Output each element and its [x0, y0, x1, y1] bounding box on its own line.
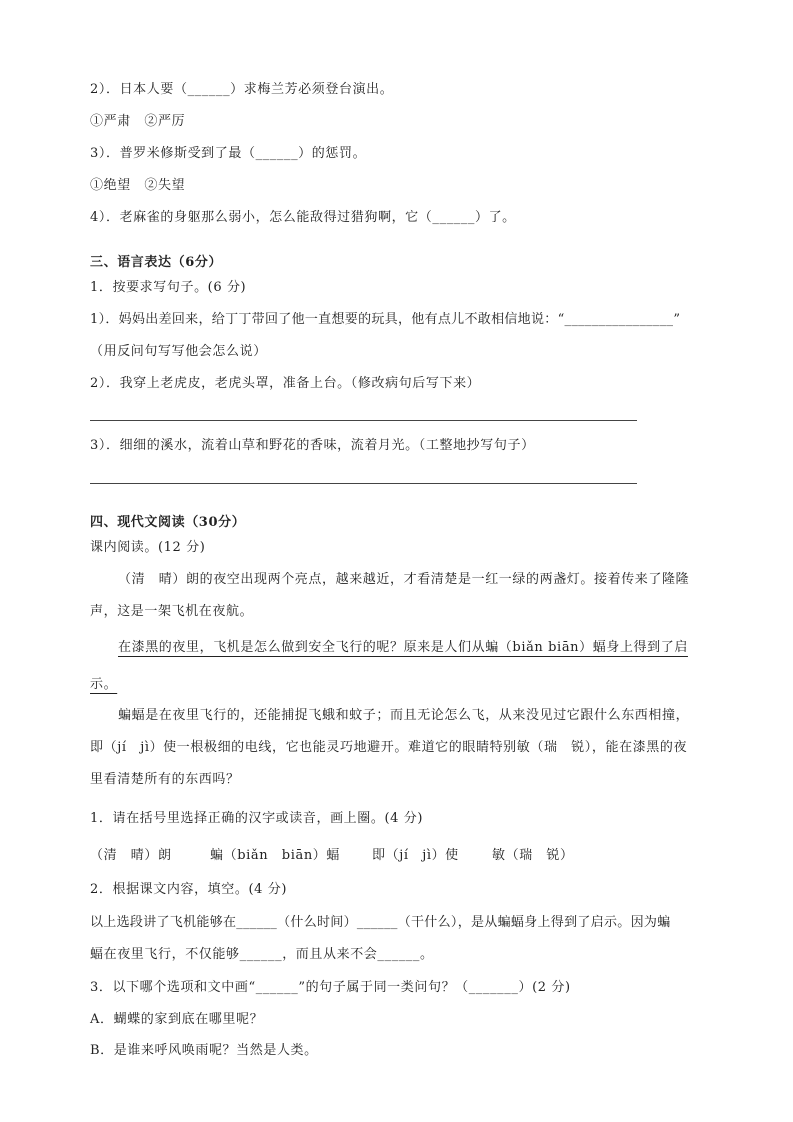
passage-p3-line3: 里看清楚所有的东西吗？	[90, 772, 240, 787]
reading-q1-option: 蝙（biǎn biān）蝠	[210, 848, 341, 863]
reading-q3: 3．以下哪个选项和文中画“______”的句子属于同一类问句？（_______）(2 分)	[90, 980, 571, 995]
question-3: 3）．普罗米修斯受到了最（______）的惩罚。	[90, 146, 367, 161]
answer-line	[90, 420, 637, 421]
section-3-item-1: 1）．妈妈出差回来，给丁丁带回了他一直想要的玩具，他有点儿不敢相信地说：“________________”	[90, 312, 681, 327]
section-3-item-3: 3）．细细的溪水，流着山草和野花的香味，流着月光。（工整地抄写句子）	[90, 438, 535, 453]
question-2-options: ①严肃 ②严厉	[90, 114, 186, 129]
option-a: A．蝴蝶的家到底在哪里呢？	[90, 1012, 264, 1027]
passage-p1-line1: （清 晴）朗的夜空出现两个亮点，越来越近，才看清楚是一红一绿的两盏灯。接着传来了隆隆	[118, 572, 690, 587]
passage-p2-line2-underlined: 示。	[90, 677, 118, 692]
reading-q2-line2: 蝠在夜里飞行，不仅能够______，而且从来不会______。	[90, 947, 434, 962]
question-3-options: ①绝望 ②失望	[90, 178, 186, 193]
question-2: 2）．日本人要（______）求梅兰芳必须登台演出。	[90, 82, 394, 97]
section-3-item-2: 2）．我穿上老虎皮，老虎头罩，准备上台。（修改病句后写下来）	[90, 376, 481, 391]
reading-q2-line1: 以上选段讲了飞机能够在______（什么时间）______（干什么），是从蝙蝠身上得到了启示。因为蝙	[90, 915, 671, 930]
reading-q1-option: 敏（瑞 锐）	[492, 848, 574, 863]
passage-p3-line2: 即（jí jì）使一根极细的电线，它也能灵巧地避开。难道它的眼睛特别敏（瑞 锐），能在漆黑的夜	[90, 740, 688, 755]
section-3-heading: 三、语言表达（6分）	[90, 255, 223, 270]
section-4-heading: 四、现代文阅读（30分）	[90, 515, 246, 530]
section-3-item-1-note: （用反问句写写他会怎么说）	[90, 344, 267, 359]
reading-intro: 课内阅读。(12 分)	[90, 540, 206, 555]
reading-q1-option: （清 晴）朗	[90, 848, 172, 863]
question-4: 4）．老麻雀的身躯那么弱小，怎么能敌得过猎狗啊，它（______）了。	[90, 210, 516, 225]
section-3-q1: 1．按要求写句子。(6 分)	[90, 280, 247, 295]
reading-q1-option: 即（jí jì）使	[372, 848, 459, 863]
answer-line	[90, 483, 637, 484]
option-b: B．是谁来呼风唤雨呢？当然是人类。	[90, 1043, 318, 1058]
passage-p2-line1-underlined: 在漆黑的夜里，飞机是怎么做到安全飞行的呢？原来是人们从蝙（biǎn biān）蝠身上得到了启	[118, 640, 688, 655]
passage-p3-line1: 蝙蝠是在夜里飞行的，还能捕捉飞蛾和蚊子；而且无论怎么飞，从来没见过它跟什么东西相撞，	[118, 708, 690, 723]
reading-q2: 2．根据课文内容，填空。(4 分)	[90, 882, 288, 897]
reading-q1: 1．请在括号里选择正确的汉字或读音，画上圈。(4 分)	[90, 811, 424, 826]
passage-p1-line2: 声，这是一架飞机在夜航。	[90, 604, 254, 619]
